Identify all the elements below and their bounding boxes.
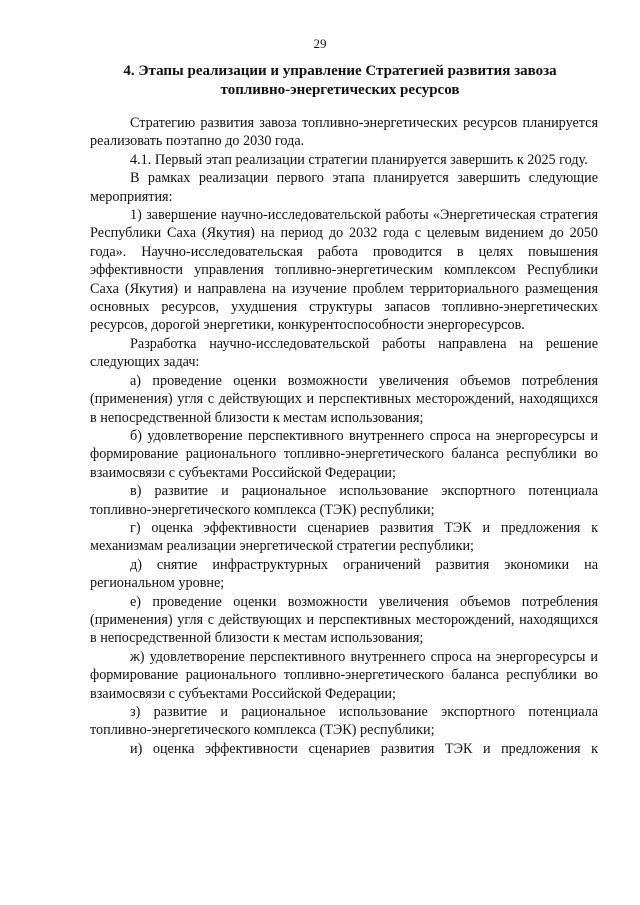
- paragraph-stage-one: 4.1. Первый этап реализации стратегии планируется завершить к 2025 году.: [130, 151, 588, 168]
- paragraph-stage-one-measures: В рамках реализации первого этапа планируется завершить следующие мероприятия:: [90, 170, 598, 205]
- page-number: 29: [313, 36, 327, 51]
- paragraph-intro: Стратегию развития завоза топливно-энергетических ресурсов планируется реализовать поэтапно до 2030 года.: [90, 115, 598, 150]
- task-item-z: з) развитие и рациональное использование экспортного потенциала топливно-энергетического комплекса (ТЭК) республики;: [90, 704, 598, 739]
- task-item-b: б) удовлетворение перспективного внутреннего спроса на энергоресурсы и формирование рационального топливно-энергетического баланса республики во взаимосвязи с субъектами Российской Федерации;: [90, 427, 598, 481]
- task-item-i: и) оценка эффективности сценариев развития ТЭК и предложения к: [130, 740, 598, 757]
- task-item-d: д) снятие инфраструктурных ограничений развития экономики на региональном уровне;: [90, 556, 598, 592]
- section-heading: [100, 62, 580, 100]
- section-heading-line-2: топливно-энергетических ресурсов: [220, 82, 460, 98]
- task-item-g: г) оценка эффективности сценариев развития ТЭК и предложения к механизмам реализации энергетической стратегии республики;: [90, 519, 598, 555]
- task-item-e: е) проведение оценки возможности увеличения объемов потребления (применения) угля с действующих и перспективных месторождений, находящихся в непосредственной близости к местам использования;: [90, 593, 598, 647]
- task-item-zh: ж) удовлетворение перспективного внутреннего спроса на энергоресурсы и формирование рационального топливно-энергетического баланса республики во взаимосвязи с субъектами Российской Федерации;: [90, 648, 598, 702]
- document-body: [90, 114, 598, 758]
- task-item-a: а) проведение оценки возможности увеличения объемов потребления (применения) угля с действующих и перспективных месторождений, находящихся в непосредственной близости к местам использования;: [90, 372, 598, 426]
- list-item-1: 1) завершение научно-исследовательской работы «Энергетическая стратегия Республики Саха (Якутия) на период до 2032 года с целевым видением до 2050 года». Научно-исследовательская работа проводится в целях повышения эффективности управления топливно-энергетическим комплексом Республики Саха (Якутия) и направлена на изучение проблем территориального размещения основных ресурсов, ухудшения структуры запасов топливно-энергетических ресурсов, дорогой энергетики, конкурентоспособности энергоресурсов.: [90, 207, 598, 334]
- section-heading-line-1: 4. Этапы реализации и управление Стратегией развития завоза: [123, 63, 557, 79]
- task-item-v: в) развитие и рациональное использование экспортного потенциала топливно-энергетического комплекса (ТЭК) республики;: [90, 483, 598, 518]
- paragraph-research-tasks: Разработка научно-исследовательской работы направлена на решение следующих задач:: [90, 335, 598, 371]
